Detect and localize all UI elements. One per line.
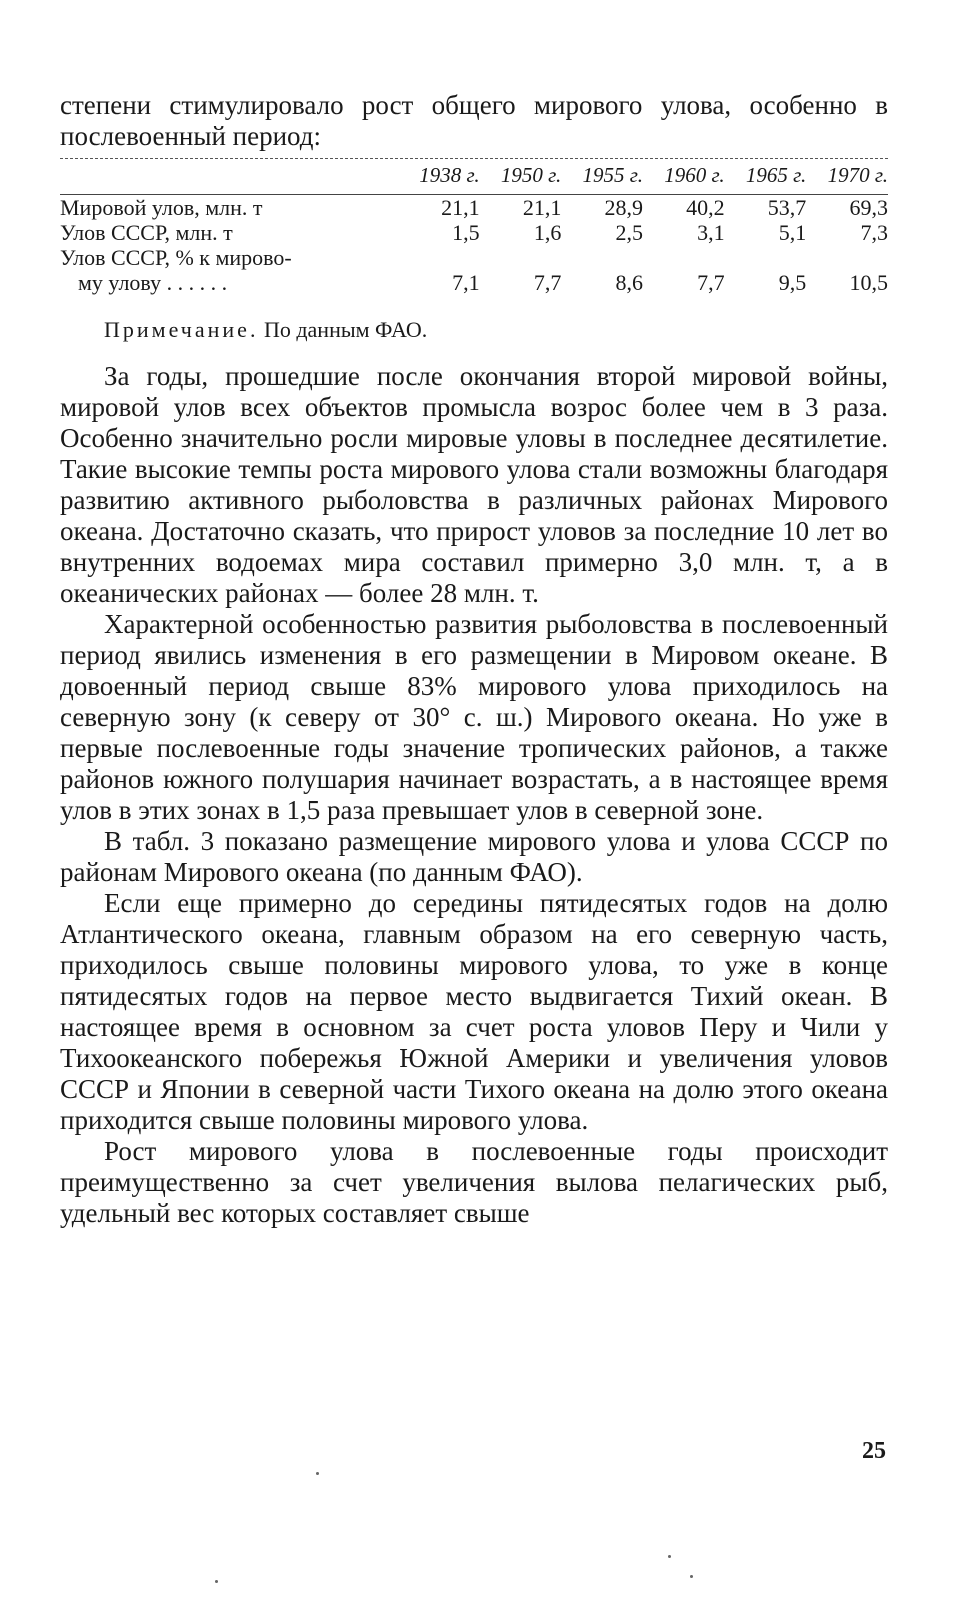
cell: 2,5 [615,220,643,245]
cell: 21,1 [522,195,562,220]
note-text: По данным ФАО. [263,317,428,342]
row-label: Мировой улов, млн. т [60,195,263,220]
col-header-1950: 1950 г. [480,163,562,195]
cell: 53,7 [767,195,807,220]
paragraph-5: Рост мирового улова в послевоенные годы происходит преимущественно за счет увеличения вылова пелагических рыб, удельный вес которых составляет свыше [60,1136,888,1228]
scan-speck [215,1580,218,1583]
row-label-cont-text: му улову [78,270,162,295]
paragraph-3: В табл. 3 показано размещение мирового улова и улова СССР по районам Мирового океана (по данным ФАО). [60,826,888,887]
table-header-row [60,163,888,195]
cell: 9,5 [778,270,807,295]
leader-dots: . . . . . . [161,270,228,295]
paragraph-1: За годы, прошедшие после окончания второй мировой войны, мировой улов всех объектов промысла возрос более чем в 3 раза. Особенно значительно росли мировые уловы в последнее десятилетие. Такие высокие темпы роста мирового улова стали возможны благодаря развитию активного рыболовства в различных районах Мирового океана. Достаточно сказать, что прирост уловов за последние 10 лет во внутренних водоемах мира составил примерно 3,0 млн. т, а в океанических районах — более 28 млн. т. [60,361,888,608]
cell: 7,3 [860,220,888,245]
note-label: Примечание. [104,317,259,342]
cell: 7,7 [697,270,725,295]
scan-speck [668,1555,671,1558]
cell: 69,3 [849,195,888,220]
intro-paragraph: степени стимулировало рост общего мирового улова, особенно в послевоенный период: [60,90,888,151]
col-header-1938: 1938 г. [398,163,480,195]
cell: 7,7 [533,270,562,295]
row-label: Улов СССР, % к мирово- [60,245,292,270]
paragraph-4: Если еще примерно до середины пятидесятых годов на долю Атлантического океана, главным образом на его северную часть, приходилось свыше половины мирового улова, то уже в конце пятидесятых годов на первое место выдвигается Тихий океан. В настоящее время в основном за счет роста уловов Перу и Чили у Тихоокеанского побережья Южной Америки и увеличения уловов СССР и Японии в северной части Тихого океана на долю этого океана приходится свыше половины мирового улова. [60,888,888,1135]
cell: 40,2 [686,195,725,220]
table-note [104,317,888,343]
scan-speck [316,1472,319,1475]
col-header-1970: 1970 г. [806,163,888,195]
cell: 21,1 [441,195,480,220]
scan-speck [690,1575,693,1578]
table-row-ussr-share-label [60,245,888,270]
cell: 1,5 [452,220,480,245]
cell: 7,1 [452,270,480,295]
table-top-rule [60,158,888,159]
header-blank [60,163,398,195]
cell: 1,6 [533,220,562,245]
cell: 3,1 [697,220,725,245]
col-header-1955: 1955 г. [561,163,643,195]
page-number: 25 [862,1438,886,1464]
cell: 8,6 [615,270,643,295]
paragraph-2: Характерной особенностью развития рыболовства в послевоенный период явились изменения в его размещении в Мировом океане. В довоенный период свыше 83% мирового улова приходилось на северную зону (к северу от 30° с. ш.) Мирового океана. Но уже в первые послевоенные годы значение тропических районов, а также районов южного полушария начинает возрастать, а в настоящее время улов в этих зонах в 1,5 раза превышает улов в северной зоне. [60,609,888,825]
col-header-1965: 1965 г. [725,163,807,195]
page-body [60,90,888,1229]
catch-table [60,163,888,295]
cell: 10,5 [849,270,888,295]
table-row-ussr-catch [60,220,888,245]
row-label: Улов СССР, млн. т [60,220,233,245]
cell: 5,1 [778,220,807,245]
col-header-1960: 1960 г. [643,163,725,195]
table-row-world-catch [60,195,888,221]
row-label-cont [60,270,398,295]
table-row-ussr-share [60,270,888,295]
cell: 28,9 [604,195,643,220]
